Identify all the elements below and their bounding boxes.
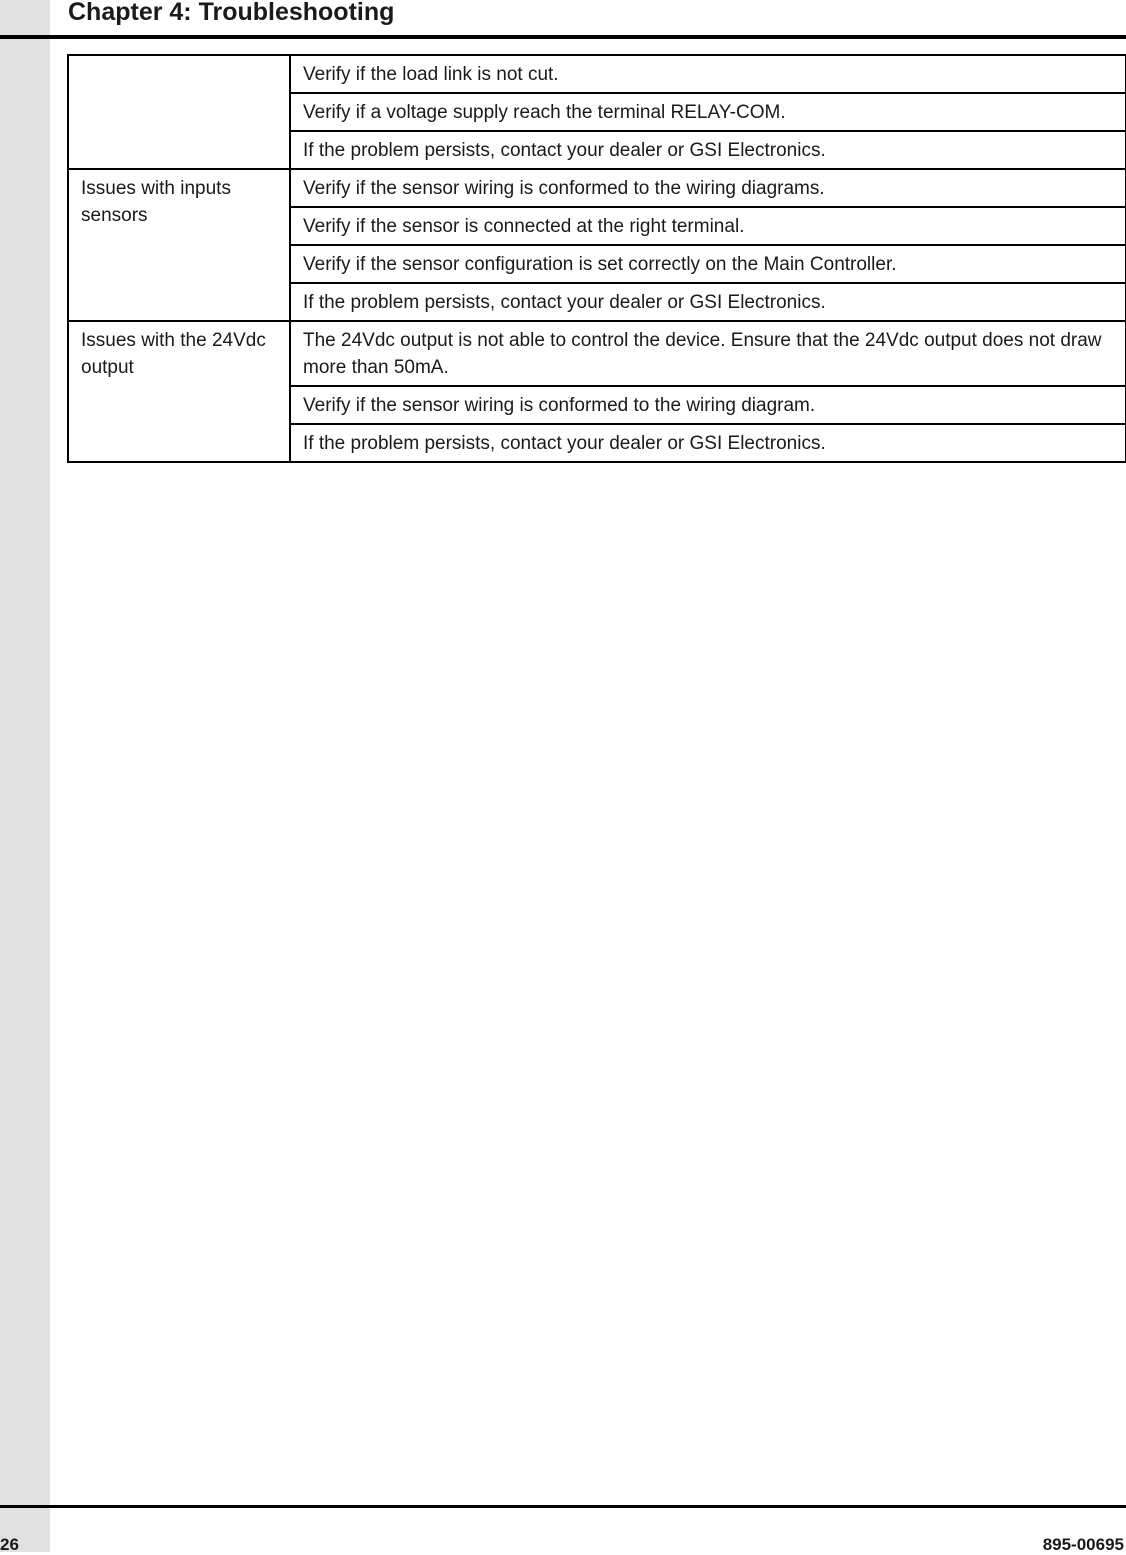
action-cell: Verify if the sensor configuration is set correctly on the Main Controller.	[290, 245, 1126, 283]
action-cell: The 24Vdc output is not able to control the device. Ensure that the 24Vdc output does not draw more than 50mA.	[290, 321, 1126, 386]
document-number: 895-00695	[1042, 1535, 1124, 1554]
troubleshooting-table	[67, 54, 1126, 463]
side-margin-band	[0, 0, 50, 1552]
chapter-title: Chapter 4: Troubleshooting	[68, 0, 395, 26]
action-cell: Verify if the sensor wiring is conformed to the wiring diagram.	[290, 386, 1126, 424]
table-row	[68, 55, 1126, 93]
issue-cell: Issues with the 24Vdc output	[68, 321, 290, 462]
action-cell: If the problem persists, contact your dealer or GSI Electronics.	[290, 131, 1126, 169]
action-cell: If the problem persists, contact your dealer or GSI Electronics.	[290, 424, 1126, 462]
action-cell: Verify if the sensor is connected at the right terminal.	[290, 207, 1126, 245]
table-row	[68, 321, 1126, 386]
header-rule	[0, 35, 1126, 39]
action-cell: Verify if a voltage supply reach the terminal RELAY-COM.	[290, 93, 1126, 131]
issue-cell	[68, 55, 290, 169]
page-number: 26	[0, 1535, 19, 1554]
issue-cell: Issues with inputs sensors	[68, 169, 290, 321]
action-cell: Verify if the load link is not cut.	[290, 55, 1126, 93]
action-cell: If the problem persists, contact your dealer or GSI Electronics.	[290, 283, 1126, 321]
table-row	[68, 169, 1126, 207]
footer-rule	[0, 1505, 1126, 1508]
action-cell: Verify if the sensor wiring is conformed to the wiring diagrams.	[290, 169, 1126, 207]
